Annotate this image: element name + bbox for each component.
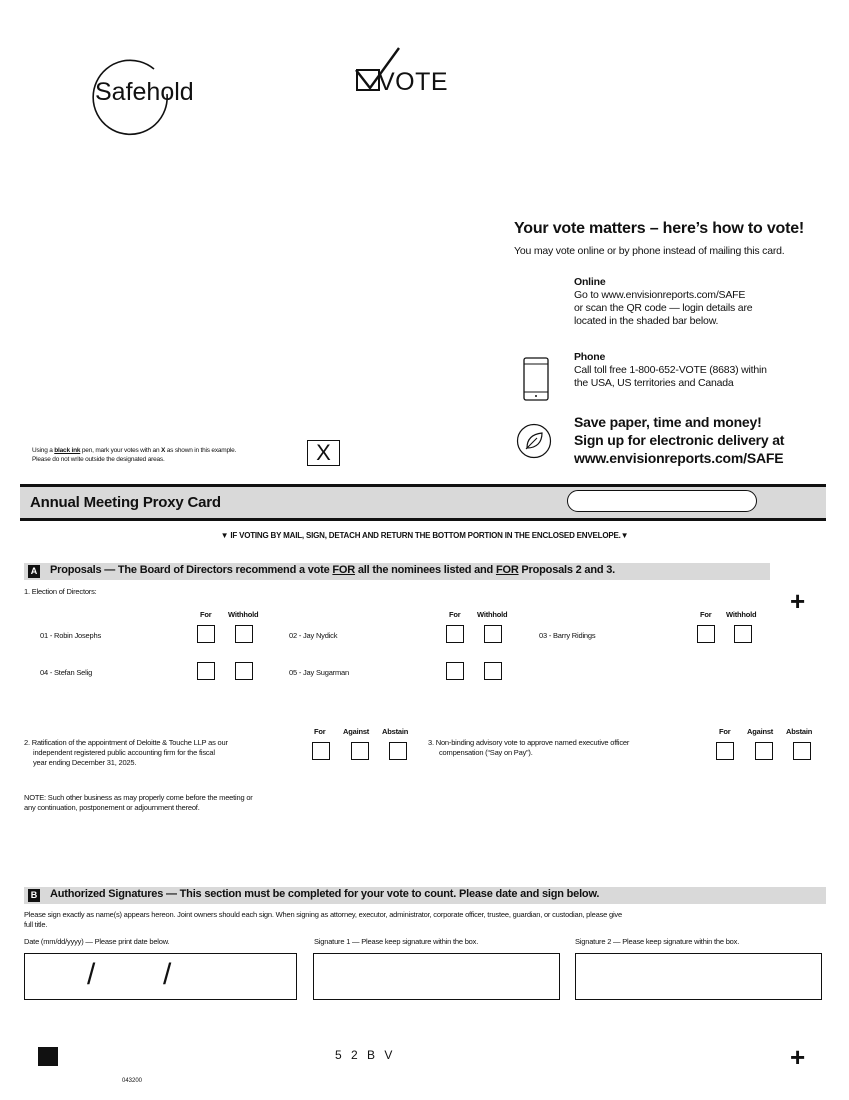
- phone-method: [574, 351, 767, 390]
- against-header: Against: [343, 727, 370, 736]
- section-a-title-part: all the nominees listed and: [355, 564, 496, 576]
- proposal-3-line: 3. Non-binding advisory vote to approve named executive officer: [428, 738, 630, 747]
- note-text: [24, 793, 253, 813]
- signature-1-box[interactable]: [313, 953, 560, 1000]
- nominee-label: 03 - Barry Ridings: [539, 631, 596, 640]
- for-header: For: [200, 610, 212, 619]
- proposal-2-line: independent registered public accounting firm for the fiscal: [33, 748, 215, 757]
- for-header: For: [449, 610, 461, 619]
- divider: [20, 518, 826, 521]
- nominee-label: 01 - Robin Josephs: [40, 631, 102, 640]
- election-label: 1. Election of Directors:: [24, 587, 97, 596]
- online-line: located in the shaded bar below.: [574, 315, 719, 327]
- registration-mark: +: [790, 586, 806, 616]
- nominee-03-withhold-checkbox[interactable]: [734, 625, 752, 643]
- note-line: NOTE: Such other business as may properly come before the meeting or: [24, 793, 253, 802]
- how-to-vote-subtitle: You may vote online or by phone instead of mailing this card.: [514, 245, 785, 257]
- for-header: For: [719, 727, 731, 736]
- phone-icon: [523, 357, 549, 401]
- nominee-01-withhold-checkbox[interactable]: [235, 625, 253, 643]
- for-header: For: [314, 727, 326, 736]
- section-a-title-part: Proposals 2 and 3.: [518, 564, 616, 576]
- section-a-for: FOR: [495, 564, 519, 576]
- proposal-3-text: [428, 738, 629, 758]
- phone-line: Call toll free 1-800-652-VOTE (8683) within: [574, 364, 767, 376]
- signature-1-label: Signature 1 — Please keep signature within the box.: [314, 937, 479, 946]
- online-line: Go to www.envisionreports.com/SAFE: [574, 289, 746, 301]
- promo-line: Save paper, time and money!: [574, 414, 762, 430]
- vote-logo: [354, 46, 449, 96]
- for-header: For: [700, 610, 712, 619]
- registration-square: [38, 1047, 58, 1066]
- abstain-header: Abstain: [382, 727, 409, 736]
- ink-instructions-line: [32, 446, 236, 455]
- proposal-2-line: 2. Ratification of the appointment of Deloitte & Touche LLP as our: [24, 738, 228, 747]
- promo-line: www.envisionreports.com/SAFE: [574, 450, 784, 466]
- date-separator: /: [163, 958, 172, 991]
- proposal-2-for-checkbox[interactable]: [312, 742, 330, 760]
- phone-line: the USA, US territories and Canada: [574, 377, 734, 389]
- section-a-badge: A: [28, 565, 40, 578]
- how-to-vote-title: Your vote matters – here’s how to vote!: [514, 220, 805, 237]
- signature-instructions: full title.: [24, 920, 48, 929]
- ink-prefix: Using a: [32, 447, 55, 454]
- section-a-for: FOR: [332, 564, 356, 576]
- signature-2-box[interactable]: [575, 953, 822, 1000]
- section-b-badge: B: [28, 889, 40, 902]
- nominee-04-for-checkbox[interactable]: [197, 662, 215, 680]
- online-title: Online: [574, 276, 606, 288]
- abstain-header: Abstain: [786, 727, 813, 736]
- against-header: Against: [747, 727, 774, 736]
- nominee-03-for-checkbox[interactable]: [697, 625, 715, 643]
- ink-instructions-line2: Please do not write outside the designated areas.: [32, 456, 165, 463]
- section-b-title: Authorized Signatures — This section must be completed for your vote to count. Please date and sign below.: [50, 888, 600, 900]
- proposal-2-against-checkbox[interactable]: [351, 742, 369, 760]
- date-input[interactable]: [24, 953, 297, 1000]
- footer-number: 043200: [122, 1078, 143, 1084]
- ink-instructions: [32, 446, 236, 464]
- login-oval: [567, 490, 757, 512]
- date-separator: /: [87, 958, 96, 991]
- vote-logo-text: VOTE: [378, 68, 449, 96]
- safehold-logo: [88, 52, 194, 134]
- proposal-2-line: year ending December 31, 2025.: [33, 758, 137, 767]
- safehold-logo-text: Safehold: [95, 78, 194, 106]
- nominee-05-withhold-checkbox[interactable]: [484, 662, 502, 680]
- proposal-3-against-checkbox[interactable]: [755, 742, 773, 760]
- section-a-title: [50, 564, 615, 576]
- online-method: [574, 276, 752, 328]
- detach-notice: ▼ IF VOTING BY MAIL, SIGN, DETACH AND RETURN THE BOTTOM PORTION IN THE ENCLOSED ENVELOPE.▼: [220, 531, 629, 540]
- electronic-delivery-promo: [574, 413, 784, 467]
- nominee-02-for-checkbox[interactable]: [446, 625, 464, 643]
- ink-rest: pen, mark your votes with an: [80, 447, 161, 454]
- signature-2-label: Signature 2 — Please keep signature within the box.: [575, 937, 740, 946]
- phone-title: Phone: [574, 351, 606, 363]
- card-title: Annual Meeting Proxy Card: [30, 494, 221, 511]
- leaf-icon: [516, 423, 552, 459]
- example-mark: X: [316, 440, 331, 465]
- nominee-label: 02 - Jay Nydick: [289, 631, 338, 640]
- nominee-label: 04 - Stefan Selig: [40, 668, 93, 677]
- registration-mark: +: [790, 1042, 806, 1072]
- nominee-02-withhold-checkbox[interactable]: [484, 625, 502, 643]
- withhold-header: Withhold: [726, 610, 757, 619]
- withhold-header: Withhold: [477, 610, 508, 619]
- proposal-3-for-checkbox[interactable]: [716, 742, 734, 760]
- section-a-title-part: Proposals — The Board of Directors recommend a vote: [50, 564, 333, 576]
- proposal-3-line: compensation (“Say on Pay”).: [439, 748, 533, 757]
- footer-code: 5 2 B V: [335, 1048, 396, 1062]
- ink-suffix: as shown in this example.: [165, 447, 237, 454]
- promo-line: Sign up for electronic delivery at: [574, 432, 785, 448]
- withhold-header: Withhold: [228, 610, 259, 619]
- proposal-2-abstain-checkbox[interactable]: [389, 742, 407, 760]
- proposal-2-text: [24, 738, 228, 768]
- note-line: any continuation, postponement or adjournment thereof.: [24, 803, 200, 812]
- nominee-label: 05 - Jay Sugarman: [289, 668, 349, 677]
- online-line: or scan the QR code — login details are: [574, 302, 753, 314]
- nominee-01-for-checkbox[interactable]: [197, 625, 215, 643]
- signature-instructions: Please sign exactly as name(s) appears hereon. Joint owners should each sign. When signing as attorney, executor, administrator, corporate officer, trustee, guardian, or custodian, please give: [24, 910, 622, 919]
- proposal-3-abstain-checkbox[interactable]: [793, 742, 811, 760]
- example-mark-box: [307, 440, 340, 466]
- date-label: Date (mm/dd/yyyy) — Please print date below.: [24, 937, 170, 946]
- ink-mark: X: [161, 447, 166, 454]
- ink-pen: black ink: [54, 447, 81, 454]
- nominee-05-for-checkbox[interactable]: [446, 662, 464, 680]
- nominee-04-withhold-checkbox[interactable]: [235, 662, 253, 680]
